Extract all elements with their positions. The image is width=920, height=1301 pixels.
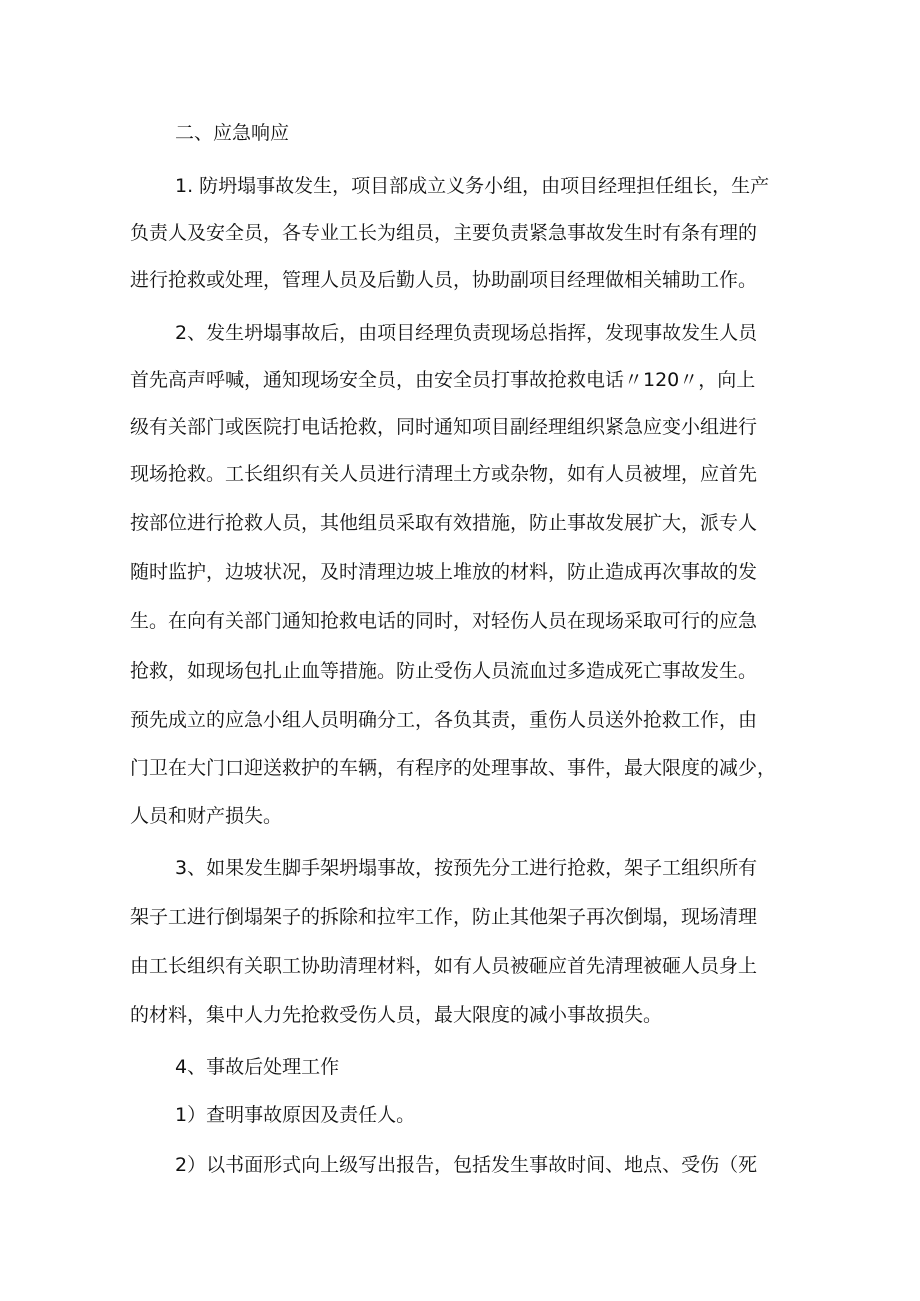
paragraph-3-line-2: 架子工进行倒塌架子的拆除和拉牢工作，防止其他架子再次倒塌，现场清理 [130, 906, 758, 928]
paragraph-2-line-2: 首先高声呼喊，通知现场安全员，由安全员打事故抢救电话〃120〃，向上 [130, 369, 756, 391]
paragraph-2-line-1: 2、发生坍塌事故后，由项目经理负责现场总指挥，发现事故发生人员 [175, 322, 758, 344]
paragraph-2-line-5: 按部位进行抢救人员，其他组员采取有效措施，防止事故发展扩大，派专人 [130, 512, 758, 534]
paragraph-2-line-11: 人员和财产损失。 [130, 805, 283, 827]
list-item-2: 2）以书面形式向上级写出报告，包括发生事故时间、地点、受伤（死 [175, 1154, 758, 1176]
paragraph-1-line-2: 负责人及安全员，各专业工长为组员，主要负责紧急事故发生时有条有理的 [130, 222, 758, 244]
paragraph-1-line-3: 进行抢救或处理，管理人员及后勤人员，协助副项目经理做相关辅助工作。 [130, 269, 758, 291]
paragraph-2-line-4: 现场抢救。工长组织有关人员进行清理土方或杂物，如有人员被埋，应首先 [130, 463, 758, 485]
paragraph-2-line-10: 门卫在大门口迎送救护的车辆，有程序的处理事故、事件，最大限度的减少， [130, 757, 777, 779]
list-item-1: 1）查明事故原因及责任人。 [175, 1104, 416, 1126]
paragraph-2-line-8: 抢救，如现场包扎止血等措施。防止受伤人员流血过多造成死亡事故发生。 [130, 660, 758, 682]
paragraph-4-heading: 4、事故后处理工作 [175, 1056, 340, 1078]
paragraph-2-line-7: 生。在向有关部门通知抢救电话的同时，对轻伤人员在现场采取可行的应急 [130, 610, 758, 632]
paragraph-2-line-6: 随时监护，边坡状况，及时清理边坡上堆放的材料，防止造成再次事故的发 [130, 561, 758, 583]
paragraph-2-line-3: 级有关部门或医院打电话抢救，同时通知项目副经理组织紧急应变小组进行 [130, 416, 758, 438]
paragraph-3-line-4: 的材料，集中人力先抢救受伤人员，最大限度的减小事故损失。 [130, 1004, 663, 1026]
paragraph-3-line-3: 由工长组织有关职工协助清理材料，如有人员被砸应首先清理被砸人员身上 [130, 955, 758, 977]
paragraph-3-line-1: 3、如果发生脚手架坍塌事故，按预先分工进行抢救，架子工组织所有 [175, 857, 758, 879]
paragraph-2-line-9: 预先成立的应急小组人员明确分工，各负其责，重伤人员送外抢救工作，由 [130, 709, 758, 731]
paragraph-1-line-1: 1. 防坍塌事故发生，项目部成立义务小组，由项目经理担任组长，生产 [175, 175, 770, 197]
section-heading: 二、应急响应 [175, 122, 290, 144]
